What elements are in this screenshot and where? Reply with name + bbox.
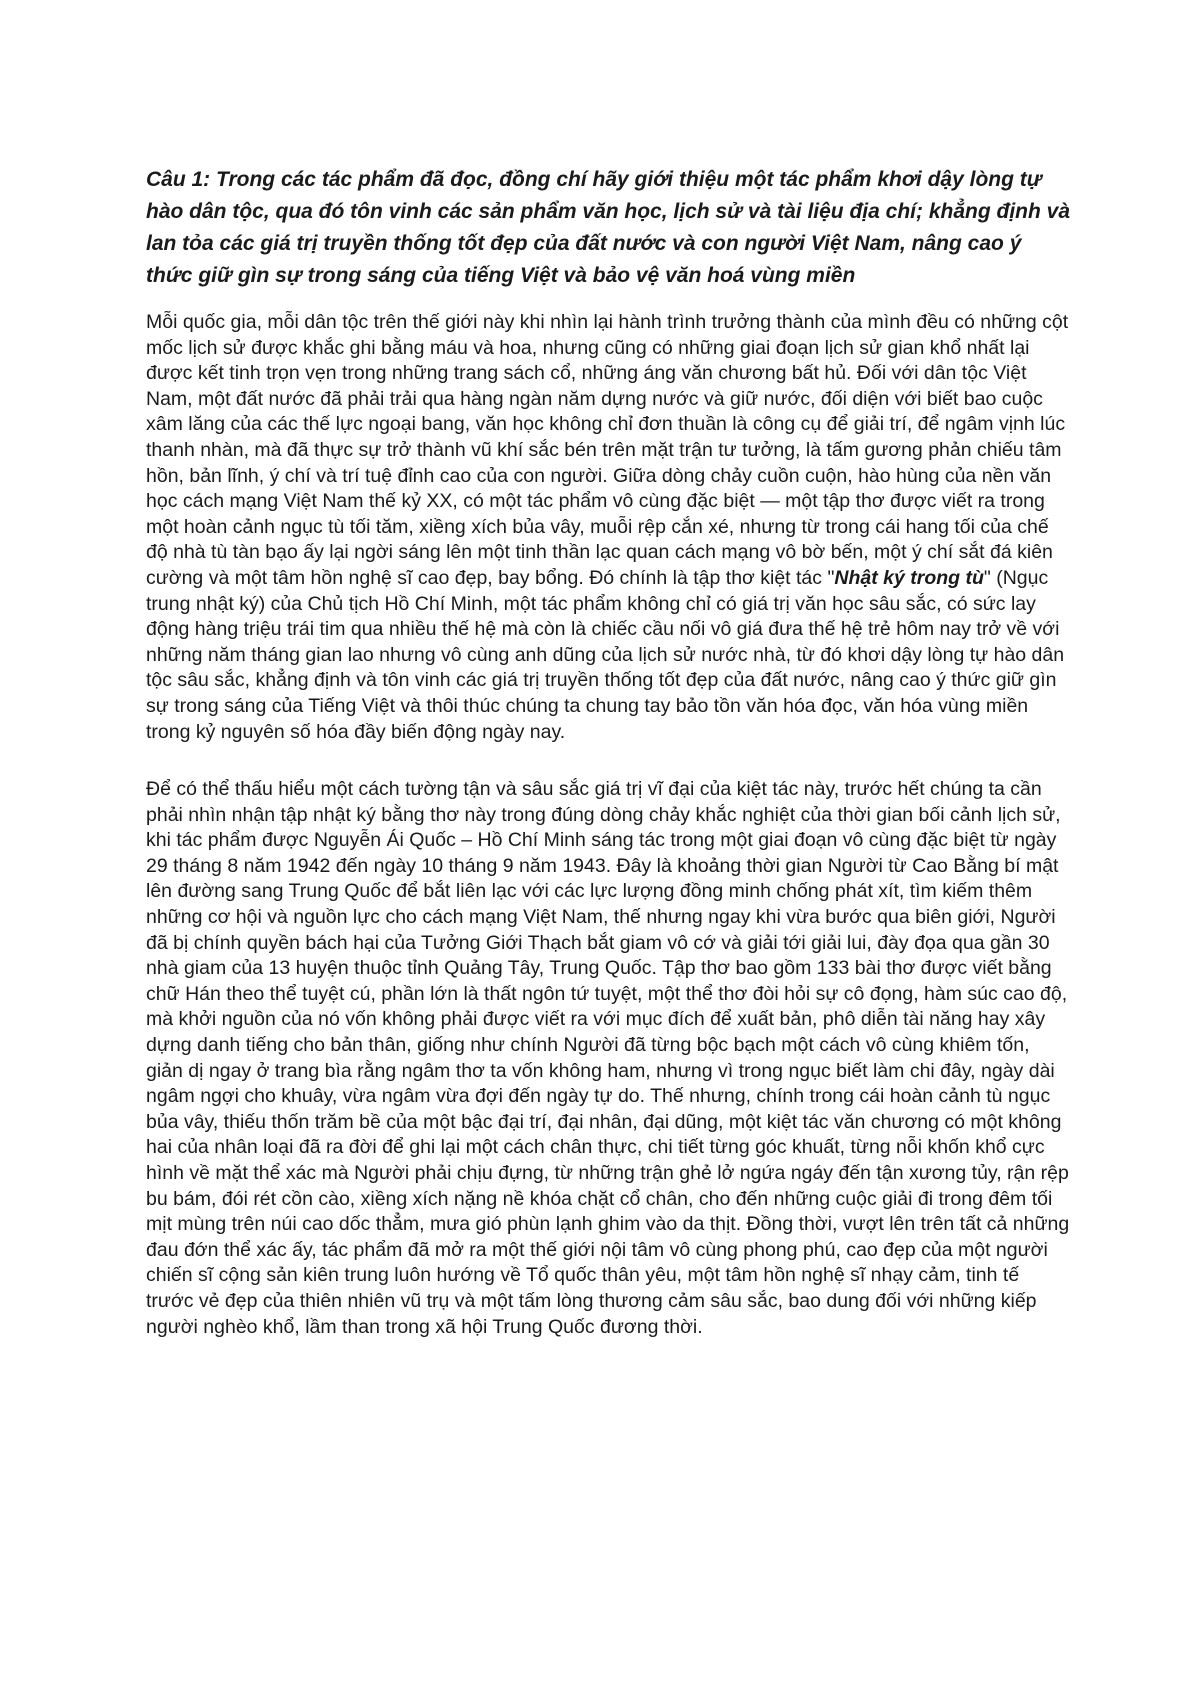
paragraph-intro-text-after: " (Ngục trung nhật ký) của Chủ tịch Hồ Chí Minh, một tác phẩm không chỉ có giá trị văn học sâu sắc, có sức lay động hàng triệu trái tim qua nhiều thế hệ mà còn là chiếc cầu nối vô giá đưa thế hệ trẻ hôm nay trở về với những năm tháng gian lao nhưng vô cùng anh dũng của lịch sử nước nhà, từ đó khơi dậy lòng tự hào dân tộc sâu sắc, khẳng định và tôn vinh các giá trị truyền thống tốt đẹp của đất nước, nâng cao ý thức giữ gìn sự trong sáng của Tiếng Việt và thôi thúc chúng ta chung tay bảo tồn văn hóa đọc, văn hóa vùng miền trong kỷ nguyên số hóa đầy biến động ngày nay. (146, 566, 1065, 743)
paragraph-context: Để có thể thấu hiểu một cách tường tận và sâu sắc giá trị vĩ đại của kiệt tác này, trước hết chúng ta cần phải nhìn nhận tập nhật ký bằng thơ này trong đúng dòng chảy khắc nghiệt của thời gian bối cảnh lịch sử, khi tác phẩm được Nguyễn Ái Quốc – Hồ Chí Minh sáng tác trong một giai đoạn vô cùng đặc biệt từ ngày 29 tháng 8 năm 1942 đến ngày 10 tháng 9 năm 1943. Đây là khoảng thời gian Người từ Cao Bằng bí mật lên đường sang Trung Quốc để bắt liên lạc với các lực lượng đồng minh chống phát xít, tìm kiếm thêm những cơ hội và nguồn lực cho cách mạng Việt Nam, thế nhưng ngay khi vừa bước qua biên giới, Người đã bị chính quyền bách hại của Tưởng Giới Thạch bắt giam vô cớ và giải tới giải lui, đày đọa qua gần 30 nhà giam của 13 huyện thuộc tỉnh Quảng Tây, Trung Quốc. Tập thơ bao gồm 133 bài thơ được viết bằng chữ Hán theo thể tuyệt cú, phần lớn là thất ngôn tứ tuyệt, một thể thơ đòi hỏi sự cô đọng, hàm súc cao độ, mà khởi nguồn của nó vốn không phải được viết ra với mục đích để xuất bản, phô diễn tài năng hay xây dựng danh tiếng cho bản thân, giống như chính Người đã từng bộc bạch một cách vô cùng khiêm tốn, giản dị ngay ở trang bìa rằng ngâm thơ ta vốn không ham, nhưng vì trong ngục biết làm chi đây, ngày dài ngâm ngợi cho khuây, vừa ngâm vừa đợi đến ngày tự do. Thế nhưng, chính trong cái hoàn cảnh tù ngục bủa vây, thiếu thốn trăm bề của một bậc đại trí, đại nhân, đại dũng, một kiệt tác văn chương có một không hai của nhân loại đã ra đời để ghi lại một cách chân thực, chi tiết từng góc khuất, từng nỗi khốn khổ cực hình về mặt thể xác mà Người phải chịu đựng, từ những trận ghẻ lở ngứa ngáy đến tận xương tủy, rận rệp bu bám, đói rét cồn cào, xiềng xích nặng nề khóa chặt cổ chân, cho đến những cuộc giải đi trong đêm tối mịt mùng trên núi cao dốc thẳm, mưa gió phùn lạnh ghim vào da thịt. Đồng thời, vượt lên trên tất cả những đau đớn thể xác ấy, tác phẩm đã mở ra một thế giới nội tâm vô cùng phong phú, cao đẹp của một người chiến sĩ cộng sản kiên trung luôn hướng về Tổ quốc thân yêu, một tâm hồn nghệ sĩ nhạy cảm, tinh tế trước vẻ đẹp của thiên nhiên vũ trụ và một tấm lòng thương cảm sâu sắc, bao dung đối với những kiếp người nghèo khổ, lầm than trong xã hội Trung Quốc đương thời. (146, 778, 1070, 1338)
document-page (146, 164, 1070, 1372)
paragraph-intro (146, 310, 1070, 745)
question-heading: Câu 1: Trong các tác phẩm đã đọc, đồng chí hãy giới thiệu một tác phẩm khơi dậy lòng tự hào dân tộc, qua đó tôn vinh các sản phẩm văn học, lịch sử và tài liệu địa chí; khẳng định và lan tỏa các giá trị truyền thống tốt đẹp của đất nước và con người Việt Nam, nâng cao ý thức giữ gìn sự trong sáng của tiếng Việt và bảo vệ văn hoá vùng miền (146, 168, 1070, 287)
work-title: Nhật ký trong tù (834, 566, 984, 589)
paragraph-intro-text-before: Mỗi quốc gia, mỗi dân tộc trên thế giới này khi nhìn lại hành trình trưởng thành của mình đều có những cột mốc lịch sử được khắc ghi bằng máu và hoa, nhưng cũng có những giai đoạn lịch sử gian khổ nhất lại được kết tinh trọn vẹn trong những trang sách cổ, những áng văn chương bất hủ. Đối với dân tộc Việt Nam, một đất nước đã phải trải qua hàng ngàn năm dựng nước và giữ nước, đối diện với biết bao cuộc xâm lăng của các thế lực ngoại bang, văn học không chỉ đơn thuần là công cụ để giải trí, để ngâm vịnh lúc thanh nhàn, mà đã thực sự trở thành vũ khí sắc bén trên mặt trận tư tưởng, là tấm gương phản chiếu tâm hồn, bản lĩnh, ý chí và trí tuệ đỉnh cao của con người. Giữa dòng chảy cuồn cuộn, hào hùng của nền văn học cách mạng Việt Nam thế kỷ XX, có một tác phẩm vô cùng đặc biệt — một tập thơ được viết ra trong một hoàn cảnh ngục tù tối tăm, xiềng xích bủa vây, muỗi rệp cắn xé, nhưng từ trong cái hang tối của chế độ nhà tù tàn bạo ấy lại ngời sáng lên một tinh thần lạc quan cách mạng vô bờ bến, một ý chí sắt đá kiên cường và một tâm hồn nghệ sĩ cao đẹp, bay bổng. Đó chính là tập thơ kiệt tác " (146, 311, 1069, 589)
